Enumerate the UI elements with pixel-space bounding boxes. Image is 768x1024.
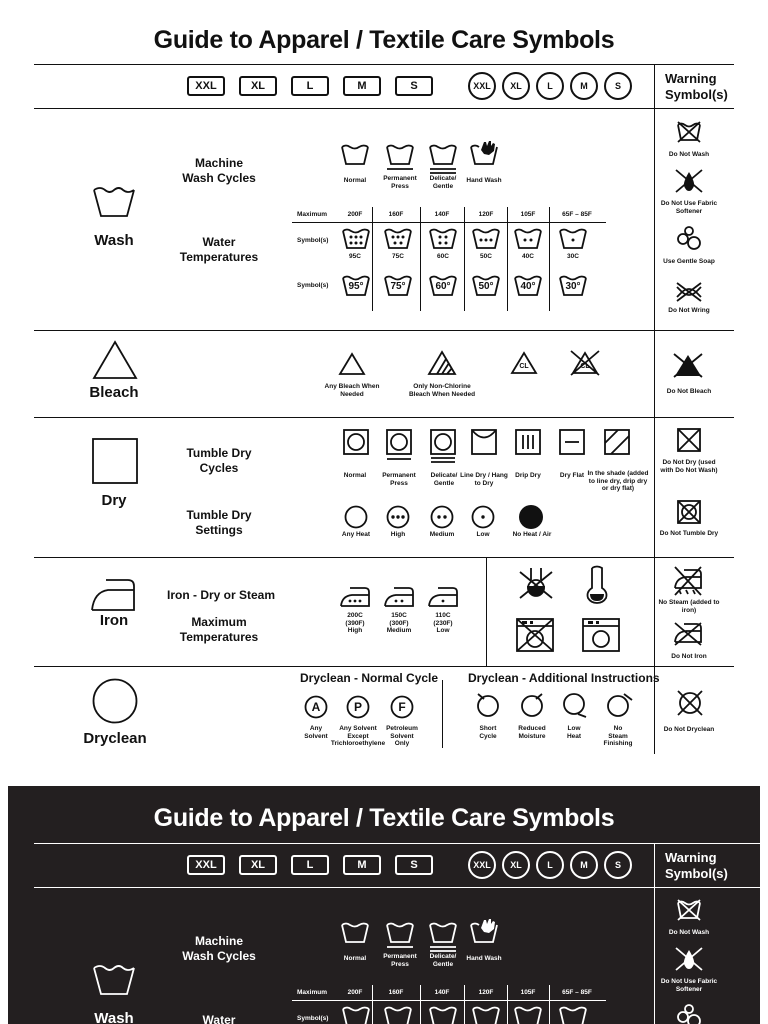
do-not-dryclean-icon (677, 690, 703, 716)
iron-medium-c: 150C (391, 612, 407, 619)
tumble-dry-settings-1: Tumble Dry (186, 508, 252, 522)
wash-normal-icon (341, 144, 369, 166)
hand-wash-icon (470, 140, 498, 166)
wash-delicate-icon (429, 144, 457, 174)
size-circle-m: M (570, 72, 598, 100)
no-steam-finishing-icon (606, 690, 634, 718)
wash-normal-caption: Normal (343, 177, 367, 184)
tumble-normal-caption: Normal (343, 472, 367, 479)
dark-warning-header-1: Warning (665, 850, 717, 865)
do-not-dry-icon (677, 428, 701, 452)
machine-wash-label (174, 156, 264, 186)
iron-high-c: 200C (347, 612, 363, 619)
dark-size-box-s: S (395, 855, 433, 875)
dryclean-letter-p: P (353, 700, 362, 714)
dark-size-box-l: L (291, 855, 329, 875)
rule-top (34, 64, 734, 65)
dca-1: Any (309, 725, 323, 732)
temp-c-60: 60C (437, 253, 449, 260)
do-not-wring-icon (675, 282, 703, 302)
dryclean-normal-header: Dryclean - Normal Cycle (300, 671, 439, 685)
size-box-xxl: XXL (187, 76, 225, 96)
dry-label: Dry (101, 492, 127, 509)
do-not-use-softener-caption: Do Not Use Fabric Softener (660, 200, 718, 215)
dark-temp-f-65-85: 65F – 85F (562, 989, 592, 996)
iron-max-temp-label (174, 615, 264, 645)
lh-2: Heat (566, 732, 582, 740)
wash-75-deg-text: 75° (390, 281, 406, 292)
dark-wash-60-icon (429, 1006, 457, 1024)
wash-tub-icon (92, 186, 136, 222)
dcf-2: Solvent (390, 732, 414, 740)
iron-label: Iron (99, 612, 129, 629)
page-title: Guide to Apparel / Textile Care Symbols (153, 26, 615, 54)
dark-wash-label: Wash (94, 1010, 134, 1024)
high-heat-icon (386, 505, 410, 529)
page-title-dark: Guide to Apparel / Textile Care Symbols (153, 804, 615, 832)
dark-temp-symbol-label: Symbol(s) (297, 1015, 329, 1022)
temp-symbol-label: Symbol(s) (297, 237, 329, 244)
dark-do-not-use-softener-caption: Do Not Use Fabric Softener (660, 978, 718, 993)
dark-machine-2: Wash Cycles (182, 949, 256, 963)
iron-medium-caption (378, 612, 420, 635)
short-cycle-icon (474, 690, 502, 718)
size-circle-xxl: XXL (468, 72, 496, 100)
dark-wash-40-icon (514, 1006, 542, 1024)
wash-permanent-press-icon (386, 144, 414, 170)
low-heat-dryclean-icon (562, 690, 590, 718)
tumble-delicate-icon (430, 429, 456, 465)
dark-temp-f-105: 105F (520, 989, 536, 996)
no-steam-icon (674, 566, 702, 596)
rule-dry (34, 557, 734, 558)
do-not-wring-caption: Do Not Wring (668, 307, 710, 314)
iron-medium-level: Medium (386, 627, 412, 634)
non-chlorine-bleach-icon (427, 350, 457, 376)
size-box-l: L (291, 76, 329, 96)
size-circle-l: L (536, 72, 564, 100)
iron-low-c: 110C (435, 612, 451, 619)
temp-f-65-85: 65F – 85F (562, 211, 592, 218)
dry-flat-icon (559, 429, 585, 455)
iron-low-f: (230F) (433, 619, 453, 627)
do-not-wash-icon (677, 122, 701, 142)
temp-col-5 (549, 207, 550, 311)
iron-low-icon (428, 587, 458, 607)
medium-heat-icon (430, 505, 454, 529)
care-guide-dark (8, 786, 760, 1024)
iron-high-icon (340, 587, 370, 607)
drip-dry-icon (515, 429, 541, 455)
wash-50-dots-icon (472, 228, 500, 250)
dark-col-3 (464, 985, 465, 1024)
low-heat-caption: Low (476, 531, 490, 538)
warning-column-divider (654, 64, 655, 754)
size-circle-xl: XL (502, 72, 530, 100)
dark-col-2 (420, 985, 421, 1024)
reduced-moisture-caption (512, 725, 552, 740)
dark-size-circle-xl: XL (502, 851, 530, 879)
bleach-triangle-icon (92, 340, 138, 380)
warning-column-divider-dark (654, 843, 655, 1024)
nsf-2: Steam (608, 732, 628, 740)
wash-30-deg-text: 30° (565, 281, 581, 292)
wash-95-dots-icon (342, 228, 370, 250)
no-steam-finishing-caption (598, 725, 638, 748)
reduced-moisture-icon (518, 690, 546, 718)
tumble-permanent-press-icon (386, 429, 412, 461)
temp-symbol-label-2: Symbol(s) (297, 282, 329, 289)
tumble-delicate-caption: Delicate/ Gentle (430, 472, 458, 487)
tumble-dry-settings-2: Settings (195, 523, 243, 537)
dark-size-circle-m: M (570, 851, 598, 879)
dark-temp-max-label: Maximum (297, 989, 327, 996)
dark-temp-f-140: 140F (434, 989, 450, 996)
iron-high-caption (334, 612, 376, 635)
dark-temp-f-200: 200F (347, 989, 363, 996)
no-chlorine-bleach-cl: CL (580, 363, 590, 370)
nsf-3: Finishing (603, 740, 633, 747)
wash-95-deg-text: 95° (348, 281, 364, 292)
short-cycle-caption (468, 725, 508, 740)
dark-wash-normal-caption: Normal (343, 955, 367, 962)
temp-col-1 (372, 207, 373, 311)
no-steam-caption: No Steam (added to iron) (658, 599, 720, 614)
dark-temp-f-160: 160F (388, 989, 404, 996)
dark-hand-wash-icon (470, 918, 498, 944)
temp-f-200: 200F (347, 211, 363, 218)
dark-warning-header-2: Symbol(s) (665, 866, 728, 881)
low-heat-dryclean-caption (554, 725, 594, 740)
wash-40-deg-text: 40° (520, 281, 536, 292)
low-heat-icon (471, 505, 495, 529)
dark-size-box-xl: XL (239, 855, 277, 875)
line-dry-caption: Line Dry / Hang to Dry (460, 472, 508, 487)
do-not-use-softener-icon (675, 168, 703, 194)
tumble-dry-cycles-1: Tumble Dry (186, 446, 252, 460)
any-bleach-caption: Any Bleach When Needed (324, 383, 380, 398)
do-not-iron-caption: Do Not Iron (671, 653, 707, 660)
do-not-dry-caption: Do Not Dry (used with Do Not Wash) (660, 459, 718, 474)
use-gentle-soap-icon (677, 226, 701, 252)
no-heat-caption: No Heat / Air (512, 531, 552, 538)
dark-size-circle-s: S (604, 851, 632, 879)
tumble-normal-icon (343, 429, 369, 455)
dcf-1: Petroleum (386, 725, 418, 732)
iron-divider (486, 557, 487, 666)
rule-bleach (34, 417, 734, 418)
iron-steam-label: Iron - Dry or Steam (166, 588, 276, 602)
dark-size-box-xxl: XXL (187, 855, 225, 875)
dry-in-shade-caption: In the shade (added to line dry, drip dry or dry flat) (587, 470, 649, 492)
thermometer-icon (584, 566, 610, 604)
dryclean-except-tce-caption (328, 725, 388, 748)
dcp-3: Trichloroethylene (330, 740, 386, 747)
wash-60-deg-text: 60° (435, 281, 451, 292)
temp-col-4 (507, 207, 508, 311)
care-guide-light (34, 0, 734, 760)
dark-wash-95-icon (342, 1006, 370, 1024)
wash-50-deg-text: 50° (478, 281, 494, 292)
water-temp-label (174, 235, 264, 265)
iron-low-caption (422, 612, 464, 635)
no-wet-clean-icon (519, 566, 553, 602)
dry-square-icon (92, 438, 138, 484)
dark-size-circle-l: L (536, 851, 564, 879)
warning-header-line1: Warning (665, 71, 717, 86)
rule-wash (34, 330, 734, 331)
rule-header (34, 108, 734, 109)
dcp-2: Except (347, 732, 369, 740)
dryclean-circle-icon (92, 678, 138, 724)
non-chlorine-bleach-caption: Only Non-Chlorine Bleach When Needed (408, 383, 476, 398)
dark-do-not-wash-icon (677, 900, 701, 920)
iron-medium-f: (300F) (389, 619, 409, 627)
dark-wash-delicate-icon (429, 922, 457, 952)
dark-wash-pp-icon (386, 922, 414, 948)
temp-max-label: Maximum (297, 211, 327, 218)
bleach-label: Bleach (89, 384, 139, 401)
dark-wash-pp-caption: Permanent Press (383, 953, 417, 968)
iron-medium-icon (384, 587, 414, 607)
do-not-iron-icon (674, 622, 702, 646)
tumble-dry-settings-label (174, 508, 264, 538)
hand-wash-caption: Hand Wash (466, 177, 502, 184)
dark-temp-f-120: 120F (478, 989, 494, 996)
temp-c-95: 95C (349, 253, 361, 260)
temp-f-140: 140F (434, 211, 450, 218)
size-box-xl: XL (239, 76, 277, 96)
rm-2: Moisture (518, 732, 546, 740)
temp-f-105: 105F (520, 211, 536, 218)
water-temp-label-1: Water (202, 235, 236, 249)
rm-1: Reduced (518, 725, 546, 732)
high-heat-caption: High (390, 531, 406, 538)
any-bleach-icon (338, 352, 366, 376)
dark-col-1 (372, 985, 373, 1024)
medium-heat-caption: Medium (429, 531, 455, 538)
tumble-dry-cycles-2: Cycles (199, 461, 239, 475)
dcp-1: Any Solvent (339, 725, 377, 732)
size-box-m: M (343, 76, 381, 96)
dark-wash-50-icon (472, 1006, 500, 1024)
do-not-machine-dry-icon (516, 618, 554, 652)
dark-wash-delicate-caption: Delicate/ Gentle (429, 953, 457, 968)
any-heat-icon (344, 505, 368, 529)
dark-do-not-wash-caption: Do Not Wash (668, 929, 710, 936)
tumble-permanent-press-caption: Permanent Press (382, 472, 416, 487)
dca-2: Solvent (304, 732, 328, 740)
dark-col-4 (507, 985, 508, 1024)
iron-max-temp-1: Maximum (191, 615, 247, 629)
wash-60-dots-icon (429, 228, 457, 250)
iron-icon (90, 578, 136, 612)
rule-header-dark (34, 887, 760, 888)
rule-top-dark (34, 843, 760, 844)
dark-temp-rule (292, 1000, 606, 1001)
no-heat-icon (518, 504, 544, 530)
dryclean-letter-a: A (311, 700, 321, 714)
wash-75-dots-icon (384, 228, 412, 250)
dark-wash-75-icon (384, 1006, 412, 1024)
warning-header (665, 71, 728, 103)
dark-machine-wash-label (174, 934, 264, 964)
rule-iron (34, 666, 734, 667)
wash-label: Wash (94, 232, 134, 249)
dark-do-not-use-softener-icon (675, 946, 703, 972)
temp-c-30: 30C (567, 253, 579, 260)
temp-f-120: 120F (478, 211, 494, 218)
dark-col-5 (549, 985, 550, 1024)
dark-hand-wash-caption: Hand Wash (466, 955, 502, 962)
sc-2: Cycle (479, 732, 497, 740)
dark-wash-30-icon (559, 1006, 587, 1024)
dark-size-box-m: M (343, 855, 381, 875)
temp-c-40: 40C (522, 253, 534, 260)
dryclean-additional-header: Dryclean - Additional Instructions (468, 671, 660, 685)
sc-1: Short (479, 725, 497, 732)
temp-c-50: 50C (480, 253, 492, 260)
do-not-bleach-caption: Do Not Bleach (666, 388, 712, 395)
nsf-1: No (613, 725, 623, 732)
wash-delicate-caption: Delicate/ Gentle (429, 175, 457, 190)
use-gentle-soap-caption: Use Gentle Soap (663, 258, 715, 265)
water-temp-label-2: Temperatures (179, 250, 259, 264)
iron-high-level: High (347, 627, 363, 634)
wash-permanent-press-caption: Permanent Press (383, 175, 417, 190)
machine-wash-label-1: Machine (194, 156, 243, 170)
dark-wash-tub-icon (92, 964, 136, 1000)
do-not-tumble-dry-icon (677, 500, 701, 524)
temp-col-3 (464, 207, 465, 311)
dark-use-gentle-soap-icon (677, 1004, 701, 1024)
dryclean-petroleum-caption (382, 725, 422, 748)
tumble-dry-cycles-label (174, 446, 264, 476)
dry-in-shade-icon (604, 429, 630, 455)
temp-table-rule (292, 222, 606, 223)
warning-header-line2: Symbol(s) (665, 87, 728, 102)
wash-40-dots-icon (514, 228, 542, 250)
dark-water-label: Water (202, 1013, 236, 1024)
any-heat-caption: Any Heat (341, 531, 371, 538)
do-not-tumble-dry-caption: Do Not Tumble Dry (659, 530, 719, 537)
dark-machine-1: Machine (194, 934, 243, 948)
do-not-bleach-icon (673, 352, 703, 378)
dcf-3: Only (394, 740, 410, 747)
dark-wash-normal-icon (341, 922, 369, 944)
chlorine-bleach-cl: CL (519, 363, 529, 370)
wash-30-dots-icon (559, 228, 587, 250)
drip-dry-caption: Drip Dry (515, 472, 541, 479)
dryclean-letter-f: F (398, 700, 406, 714)
iron-high-f: (390F) (345, 619, 365, 627)
do-not-wash-caption: Do Not Wash (668, 151, 710, 158)
size-box-s: S (395, 76, 433, 96)
do-not-dryclean-caption: Do Not Dryclean (663, 726, 715, 733)
washing-machine-icon (582, 618, 620, 652)
machine-wash-label-2: Wash Cycles (182, 171, 256, 185)
dark-warning-header (665, 850, 728, 882)
line-dry-icon (471, 429, 497, 455)
dryclean-divider (442, 680, 443, 748)
dry-flat-caption: Dry Flat (559, 472, 585, 479)
temp-col-2 (420, 207, 421, 311)
size-circle-s: S (604, 72, 632, 100)
temp-f-160: 160F (388, 211, 404, 218)
iron-max-temp-2: Temperatures (179, 630, 259, 644)
iron-low-level: Low (436, 627, 450, 634)
dryclean-label: Dryclean (83, 730, 147, 747)
dark-size-circle-xxl: XXL (468, 851, 496, 879)
lh-1: Low (567, 725, 581, 732)
temp-c-75: 75C (392, 253, 404, 260)
